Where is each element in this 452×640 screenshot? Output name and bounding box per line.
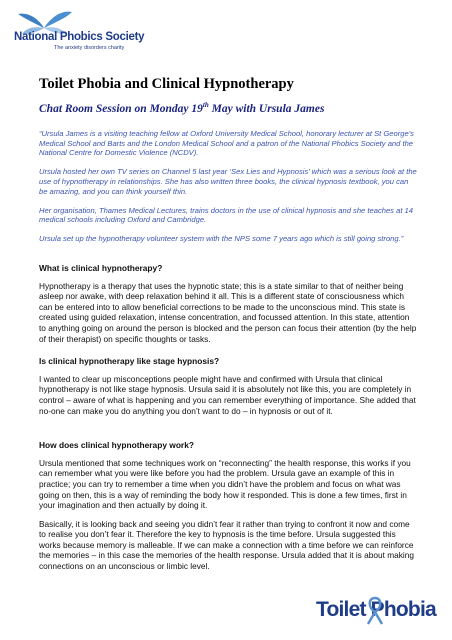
toilet-phobia-logo: [316, 596, 440, 626]
logo-tagline: The anxiety disorders charity: [54, 45, 125, 51]
section-paragraph: Basically, it is looking back and seeing you didn’t fear it rather than trying to confront it now and come to realise you don’t fear it. Therefore the key to hypnosis is the time before. Ursula suggested this works because memory is malleable. If we can make a connection with a time before we can reinforce the memories – in this case the memories of the health response. Ursula added that it is about making connections on an unconscious or limbic level.: [39, 518, 414, 572]
intro-paragraph: “Ursula James is a visiting teaching fellow at Oxford University Medical School, honorary lecturer at St George's Medical School and Barts and the London Medical School and a patron of the National Phobics Society and the National Centre for Domestic Violence (NCDV).: [39, 128, 414, 158]
section-paragraph: Hypnotherapy is a therapy that uses the hypnotic state; this is a state similar to that of neither being asleep nor awake, with deep relaxation behind it all. This is a different state of consciousness which can be entered into to allow beneficial corrections to be made to the unconscious mind. This state is created using guided relaxation, intense concentration, and focussed attention. In this state, attention to anything going on around the person is blocked and the person can focus their attention (by the help of their therapist) on specific thoughts or tasks.: [39, 280, 417, 344]
page-title: Toilet Phobia and Clinical Hypnotherapy: [39, 76, 294, 92]
intro-quote: [39, 129, 417, 244]
section-paragraph: Ursula mentioned that some techniques work on “reconnecting” the health response, this works if you can remember what you were like before you had the problem. Ursula gave an example of this in practice; you can try to remember a time when you didn’t have the problem and focus on what was going on then, this is a way of reminding the body how it responded. This is done a few times, first in your imagination and then actually by doing it.: [39, 457, 411, 511]
document-body: [39, 76, 417, 580]
footer-logo-text: Toilet Phobia: [316, 598, 436, 621]
intro-paragraph: Her organisation, Thames Medical Lectures, trains doctors in the use of clinical hypnosis and she teaches at 14 medical schools including Oxford and Cambridge.: [39, 205, 413, 225]
ribbon-icon: [364, 596, 386, 626]
section-heading: What is clinical hypnotherapy?: [39, 263, 163, 273]
intro-paragraph: Ursula hosted her own TV series on Channel 5 last year ‘Sex Lies and Hypnosis’ which was a serious look at the use of hypnotherapy in relationships. She has also written three books, the clinical hypnosis textbook, you can be amazing, and you can think yourself thin.: [39, 167, 417, 196]
logo-title: National Phobics Society: [14, 31, 145, 43]
intro-paragraph: Ursula set up the hypnotherapy volunteer system with the NPS some 7 years ago which is still going strong.”: [39, 234, 404, 244]
section-paragraph: I wanted to clear up misconceptions people might have and confirmed with Ursula that clinical hypnotherapy is not like stage hypnosis. Ursula said it is absolutely not like this, you are completely in control – aware of what is happening and you can remember everything of importance. She added that no-one can make you do anything you don’t want to do – in hypnosis or out of it.: [39, 373, 416, 416]
section-heading: How does clinical hypnotherapy work?: [39, 440, 194, 451]
page-subtitle: Chat Room Session on Monday 19th May with Ursula James: [39, 101, 325, 115]
nps-logo: [14, 10, 145, 60]
article-sections: [39, 263, 417, 572]
section-heading: Is clinical hypnotherapy like stage hypnosis?: [39, 356, 220, 367]
